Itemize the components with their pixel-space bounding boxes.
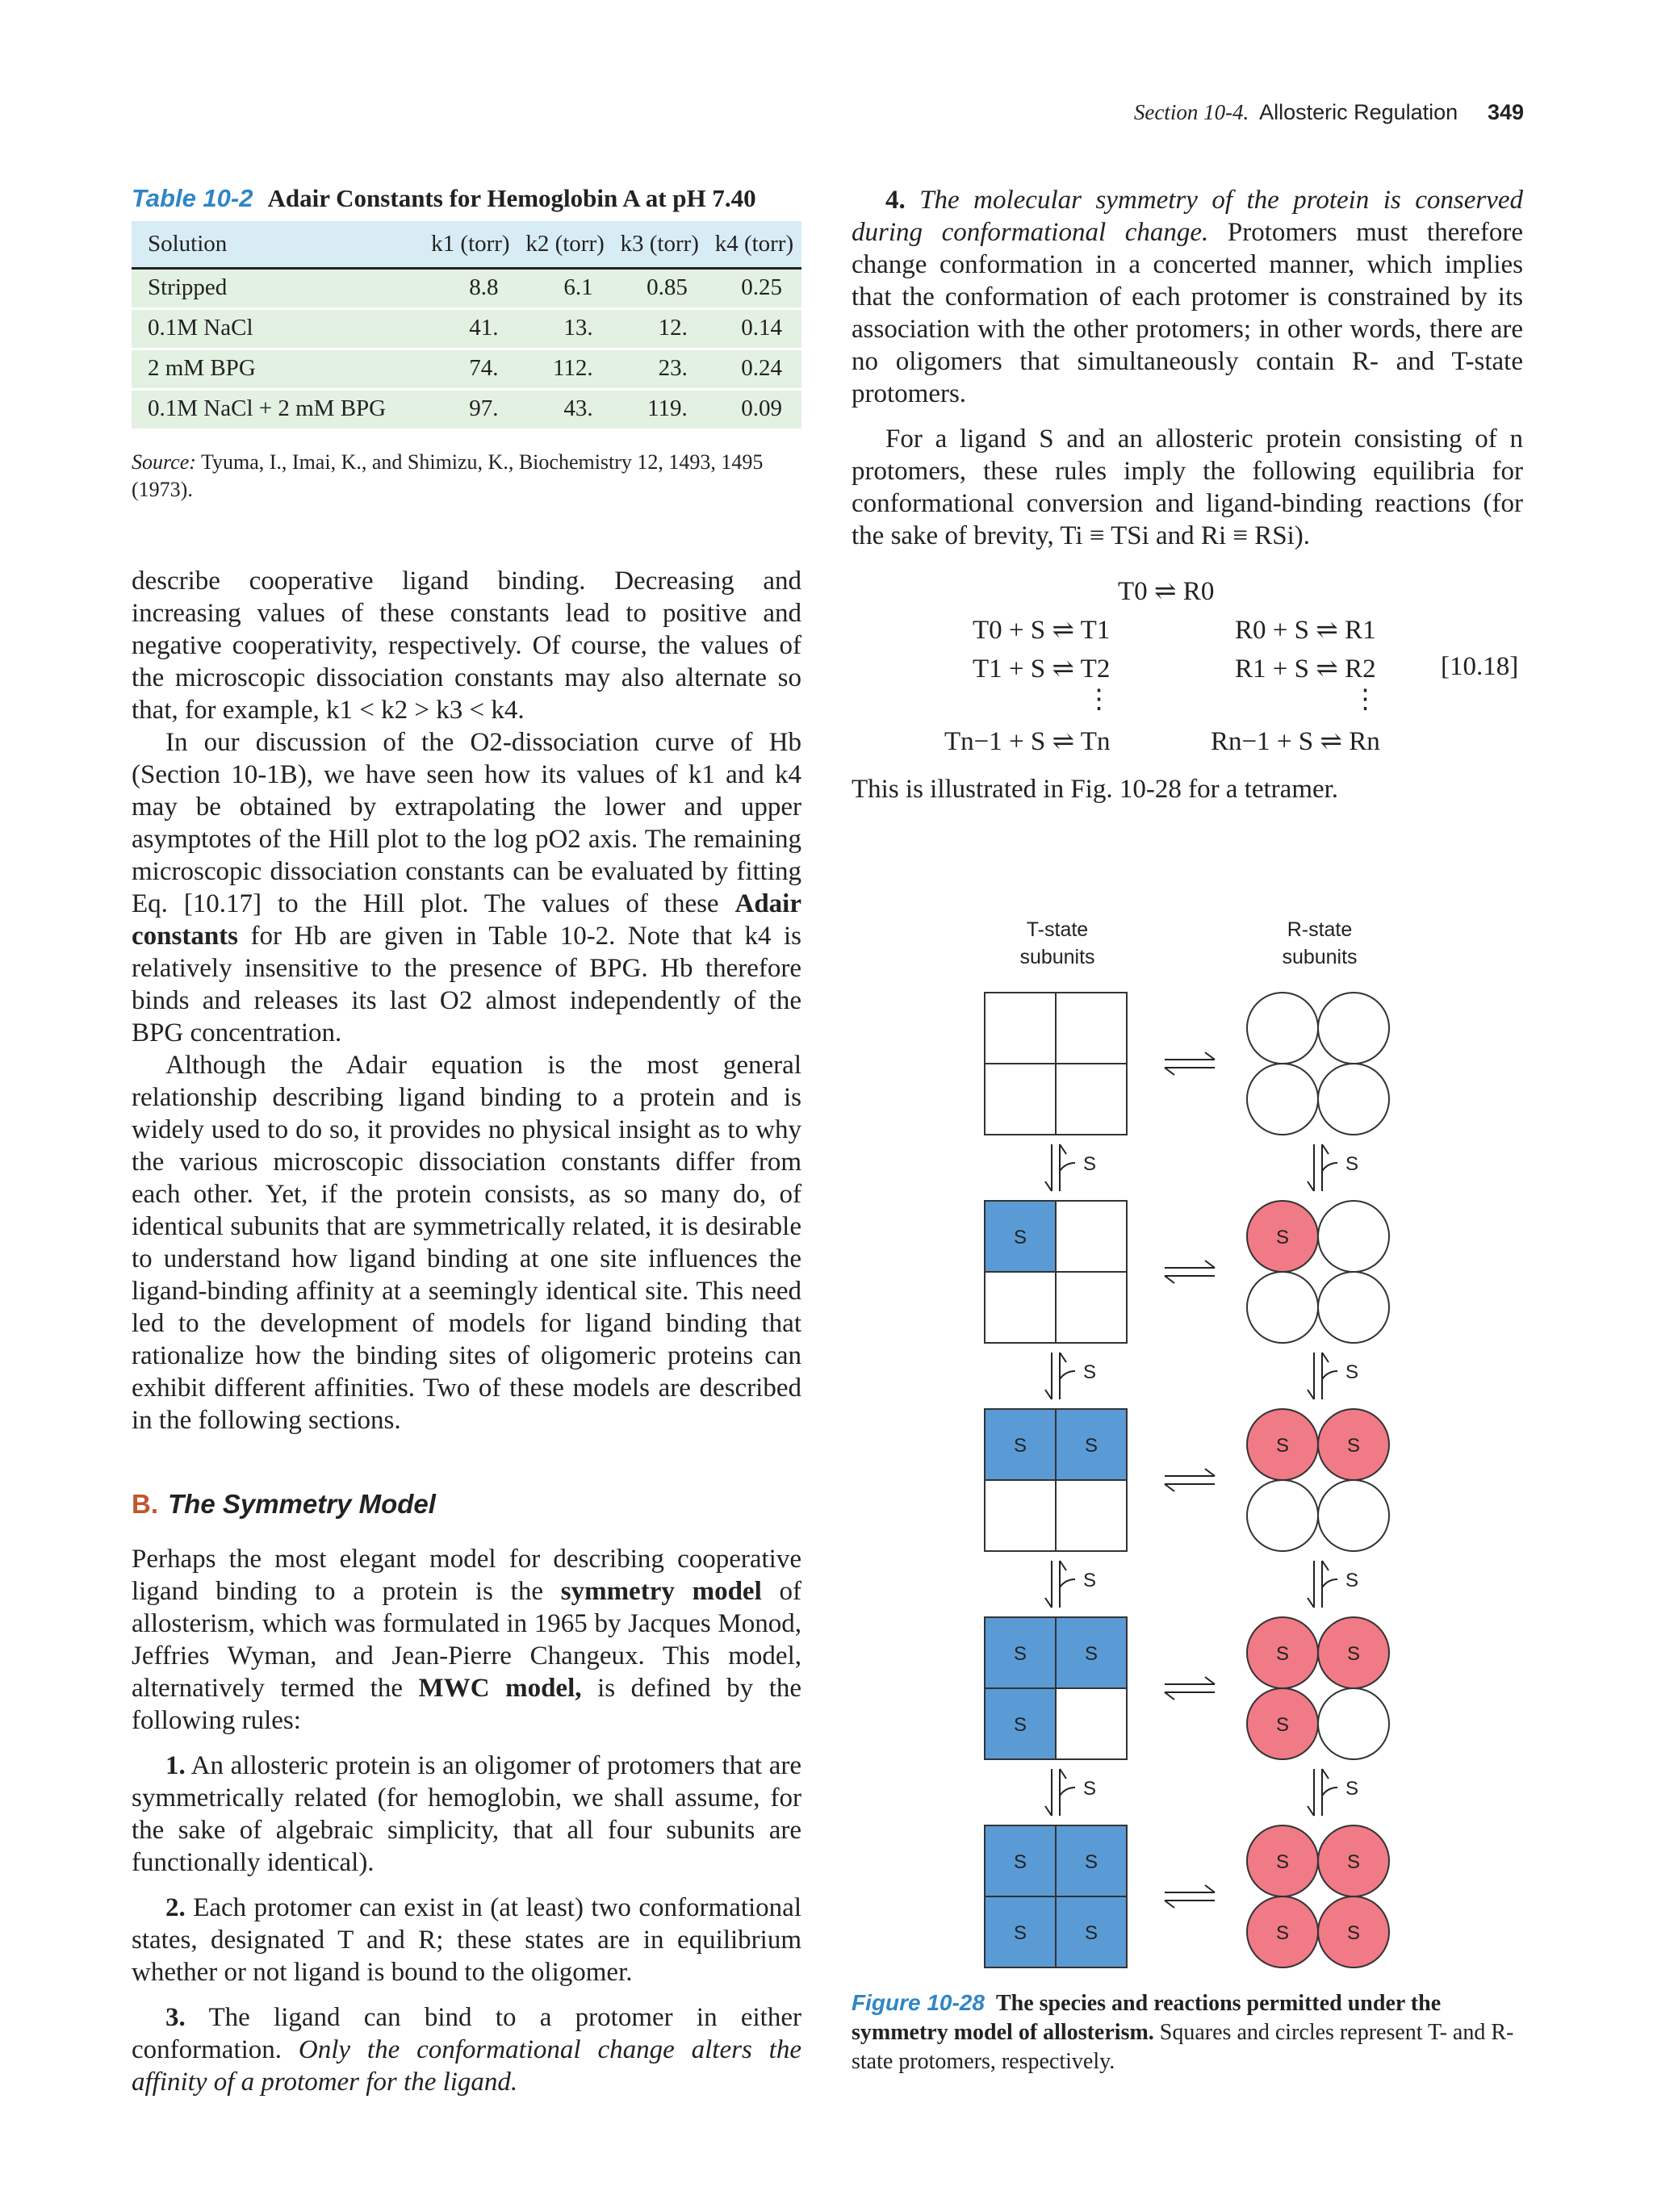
equilibrium-arrow [1165, 1885, 1215, 1892]
equilibrium-arrow [1165, 1484, 1215, 1491]
r-subunit [1247, 1064, 1318, 1135]
t-subunit [985, 993, 1056, 1064]
ligand-label: S [1346, 1643, 1361, 1665]
binding-arrow [1045, 1769, 1052, 1816]
equilibrium-arrow [1165, 1692, 1215, 1700]
col-k3: k3 (torr) [613, 221, 707, 269]
r-subunit [1247, 1480, 1318, 1551]
ligand-label: S [1275, 1851, 1290, 1873]
paragraph: Although the Adair equation is the most general relationship describing ligand binding to a protein and is widely used to do so, it provides no physical insight as to why the various microscopic dissociation constants differ from each other. Yet, if the protein consists, as so many do, of identical subunits that are symmetrically related, it is desirable to understand how ligand binding at one site influences the ligand-binding affinity at a seemingly identical site. This need led to the development of models for ligand binding that rationalize how the binding sites of oligomeric proteins can exhibit different affinities. Two of these models are described in the following sections. [132, 1051, 801, 1435]
table-caption [132, 184, 801, 213]
ligand-label: S [1346, 1851, 1361, 1873]
t-subunit [985, 1480, 1056, 1551]
cell: 41. [423, 309, 517, 349]
cell: 13. [517, 309, 612, 349]
binding-arrow [1045, 1561, 1052, 1608]
cell: 0.24 [707, 349, 801, 390]
ligand-label: S [1345, 1570, 1359, 1591]
source-text: Tyuma, I., Imai, K., and Shimizu, K., Biochemistry 12, 1493, 1495 (1973). [132, 450, 764, 501]
binding-arrow [1045, 1144, 1052, 1191]
equilibrium-arrow [1165, 1900, 1215, 1908]
ligand-label: S [1275, 1714, 1290, 1736]
col-k4: k4 (torr) [707, 221, 801, 269]
figure-label: Figure 10-28 [852, 1990, 985, 2015]
cell: 0.09 [707, 390, 801, 430]
r-subunit [1318, 1688, 1389, 1759]
equation: Tn−1 + S ⇌ Tn [944, 727, 1111, 756]
equilibrium-arrow [1165, 1469, 1215, 1476]
table-row [132, 309, 801, 349]
ligand-hook [1322, 1579, 1337, 1587]
header-topic: Allosteric Regulation [1259, 100, 1458, 124]
binding-arrow [1308, 1353, 1314, 1399]
cell: 6.1 [517, 269, 612, 309]
ellipsis: ⋮ [1352, 685, 1379, 714]
equation-tag: [10.18] [1441, 652, 1519, 681]
table-row [132, 349, 801, 390]
figure-title: The species and reactions permitted under the symmetry model of allosterism. [852, 1991, 1442, 2045]
paragraph: In our discussion of the O2-dissociation curve of Hb (Section 10-1B), we have seen how its values of k1 and k4 may be obtained by extrapolating the lower and upper asymptotes of the Hill plot to the log pO2 axis. The remaining microscopic dissociation constants can be evaluated by fitting Eq. [10.17] to the Hill plot. The values of these Adair constants for Hb are given in Table 10-2. Note that k4 is relatively insensitive to the presence of BPG. Hb therefore binds and releases its last O2 almost independently of the BPG concentration. [132, 728, 801, 1047]
ligand-hook [1322, 1163, 1337, 1171]
cell: 74. [423, 349, 517, 390]
ligand-label: S [1345, 1361, 1359, 1383]
cell: Stripped [132, 269, 423, 309]
r-state-label: R-state [1287, 918, 1353, 941]
rule-4: 4. The molecular symmetry of the protein is conserved during conformational change. Protomers must therefore change conformation in a concerted manner, which implies that the conformation of each protomer is constrained by its association with the other protomers; in other words, there are no oligomers that simultaneously contain R- and T-state protomers. [852, 186, 1523, 408]
r-subunit [1247, 993, 1318, 1064]
ligand-hook [1322, 1788, 1337, 1796]
term-symmetry-model: symmetry model [560, 1577, 762, 1606]
equation: R0 + S ⇌ R1 [1235, 616, 1376, 645]
equation: T0 ⇌ R0 [1118, 577, 1215, 606]
ligand-label: S [1013, 1435, 1027, 1457]
ligand-label: S [1013, 1922, 1027, 1944]
ligand-label: S [1082, 1153, 1097, 1175]
running-header [1134, 100, 1524, 125]
t-subunit [1056, 1201, 1127, 1272]
ligand-label: S [1013, 1714, 1027, 1736]
cell: 43. [517, 390, 612, 430]
paragraph: Perhaps the most elegant model for describing cooperative ligand binding to a protein is the symmetry model of allosterism, which was formulated in 1965 by Jacques Monod, Jeffries Wyman, and Jean-Pierre Changeux. This model, alternatively termed the MWC model, is defined by the following rules: [132, 1545, 802, 1735]
equation: T0 + S ⇌ T1 [973, 616, 1111, 645]
ligand-hook [1060, 1788, 1075, 1796]
table-block [132, 184, 801, 504]
equation: Rn−1 + S ⇌ Rn [1211, 727, 1380, 756]
source-label: Source: [132, 450, 196, 474]
col-k1: k1 (torr) [423, 221, 517, 269]
cell: 0.1M NaCl [132, 309, 423, 349]
t-subunit [1056, 1064, 1127, 1135]
cell: 8.8 [423, 269, 517, 309]
cell: 12. [613, 309, 707, 349]
col-k2: k2 (torr) [517, 221, 612, 269]
rule-1: 1. An allosteric protein is an oligomer of protomers that are symmetrically related (for hemoglobin, we shall assume, for the sake of algebraic simplicity, that all four subunits are functionally identical). [132, 1751, 801, 1877]
header-section: Section 10-4. [1133, 100, 1249, 124]
paragraph: For a ligand S and an allosteric protein consisting of n protomers, these rules imply the following equilibria for conformational conversion and ligand-binding reactions (for the sake of brevity, Ti ≡ TSi and Ri ≡ RSi). [852, 424, 1523, 550]
t-subunit [985, 1272, 1056, 1343]
equilibrium-arrow [1165, 1052, 1215, 1060]
equilibrium-arrow [1165, 1677, 1215, 1684]
ligand-hook [1322, 1371, 1337, 1379]
section-title: The Symmetry Model [168, 1489, 436, 1519]
ligand-label: S [1084, 1922, 1099, 1944]
ligand-label: S [1084, 1643, 1099, 1665]
ligand-label: S [1084, 1435, 1099, 1457]
ligand-hook [1060, 1579, 1075, 1587]
t-state-label: T-state [1026, 918, 1089, 941]
table-label: Table 10-2 [132, 184, 253, 212]
binding-arrow [1045, 1353, 1052, 1399]
cell: 2 mM BPG [132, 349, 423, 390]
cell: 0.85 [613, 269, 707, 309]
ligand-label: S [1082, 1361, 1097, 1383]
figure-desc: Squares and circles represent T- and R-state protomers, respectively. [852, 2020, 1514, 2074]
term-mwc-model: MWC model, [418, 1674, 582, 1703]
table-row [132, 390, 801, 430]
col-solution: Solution [132, 221, 423, 269]
equilibrium-arrow [1165, 1276, 1215, 1283]
ligand-label: S [1084, 1851, 1099, 1873]
ligand-label: S [1082, 1570, 1097, 1591]
equilibrium-arrow [1165, 1068, 1215, 1075]
right-column [852, 184, 1523, 552]
t-subunit [1056, 1688, 1127, 1759]
t-subunit [1056, 1272, 1127, 1343]
species-layer [985, 993, 1389, 1967]
t-subunit [1056, 1480, 1127, 1551]
t-state-label: subunits [1019, 946, 1095, 968]
section-letter: B. [132, 1489, 158, 1519]
figure-caption [852, 1988, 1523, 2076]
section-heading [132, 1488, 801, 1520]
r-subunit [1318, 1201, 1389, 1272]
equation: R1 + S ⇌ R2 [1235, 654, 1376, 684]
cell: 97. [423, 390, 517, 430]
ligand-label: S [1013, 1643, 1027, 1665]
ligand-label: S [1346, 1922, 1361, 1944]
left-column [132, 565, 801, 2098]
cell: 0.14 [707, 309, 801, 349]
equilibrium-arrow [1165, 1261, 1215, 1268]
binding-arrow [1308, 1561, 1314, 1608]
ligand-label: S [1082, 1778, 1097, 1800]
rule-3: 3. The ligand can bind to a protomer in either conformation. Only the conformational change alters the affinity of a protomer for the ligand. [132, 2003, 801, 2097]
ligand-label: S [1013, 1227, 1027, 1248]
ligand-label: S [1345, 1778, 1359, 1800]
figure-10-28 [852, 912, 1465, 1977]
ligand-label: S [1346, 1435, 1361, 1457]
ligand-hook [1060, 1163, 1075, 1171]
equation: T1 + S ⇌ T2 [973, 654, 1111, 684]
r-subunit [1247, 1272, 1318, 1343]
table-row [132, 269, 801, 309]
cell: 119. [613, 390, 707, 430]
t-subunit [1056, 993, 1127, 1064]
table-title: Adair Constants for Hemoglobin A at pH 7.40 [267, 184, 756, 212]
r-subunit [1318, 1064, 1389, 1135]
rule-2: 2. Each protomer can exist in (at least) two conformational states, designated T and R; these states are in equilibrium whether or not ligand is bound to the oligomer. [132, 1893, 801, 1987]
equation-block [944, 575, 1525, 760]
ligand-label: S [1275, 1643, 1290, 1665]
adair-table [132, 221, 801, 431]
cell: 0.25 [707, 269, 801, 309]
cell: 0.1M NaCl + 2 mM BPG [132, 390, 423, 430]
paragraph: This is illustrated in Fig. 10-28 for a tetramer. [852, 775, 1339, 804]
ligand-hook [1060, 1371, 1075, 1379]
cell: 112. [517, 349, 612, 390]
r-subunit [1318, 1272, 1389, 1343]
binding-arrow [1308, 1769, 1314, 1816]
term-adair-constants: Adair constants [132, 889, 801, 951]
table-source [132, 449, 801, 504]
r-state-label: subunits [1282, 946, 1358, 968]
r-subunit [1318, 1480, 1389, 1551]
ligand-label: S [1275, 1922, 1290, 1944]
cell: 23. [613, 349, 707, 390]
ellipsis: ⋮ [1086, 685, 1112, 714]
page-number: 349 [1487, 100, 1524, 124]
r-subunit [1318, 993, 1389, 1064]
table-header-row [132, 221, 801, 269]
binding-arrow [1308, 1144, 1314, 1191]
t-subunit [985, 1064, 1056, 1135]
ligand-label: S [1345, 1153, 1359, 1175]
ligand-label: S [1013, 1851, 1027, 1873]
ligand-label: S [1275, 1435, 1290, 1457]
ligand-label: S [1275, 1227, 1290, 1248]
paragraph: describe cooperative ligand binding. Decreasing and increasing values of these constants lead to positive and negative cooperativity, respectively. Of course, the values of the microscopic dissociation constants may also alternate so that, for example, k1 < k2 > k3 < k4. [132, 567, 801, 725]
